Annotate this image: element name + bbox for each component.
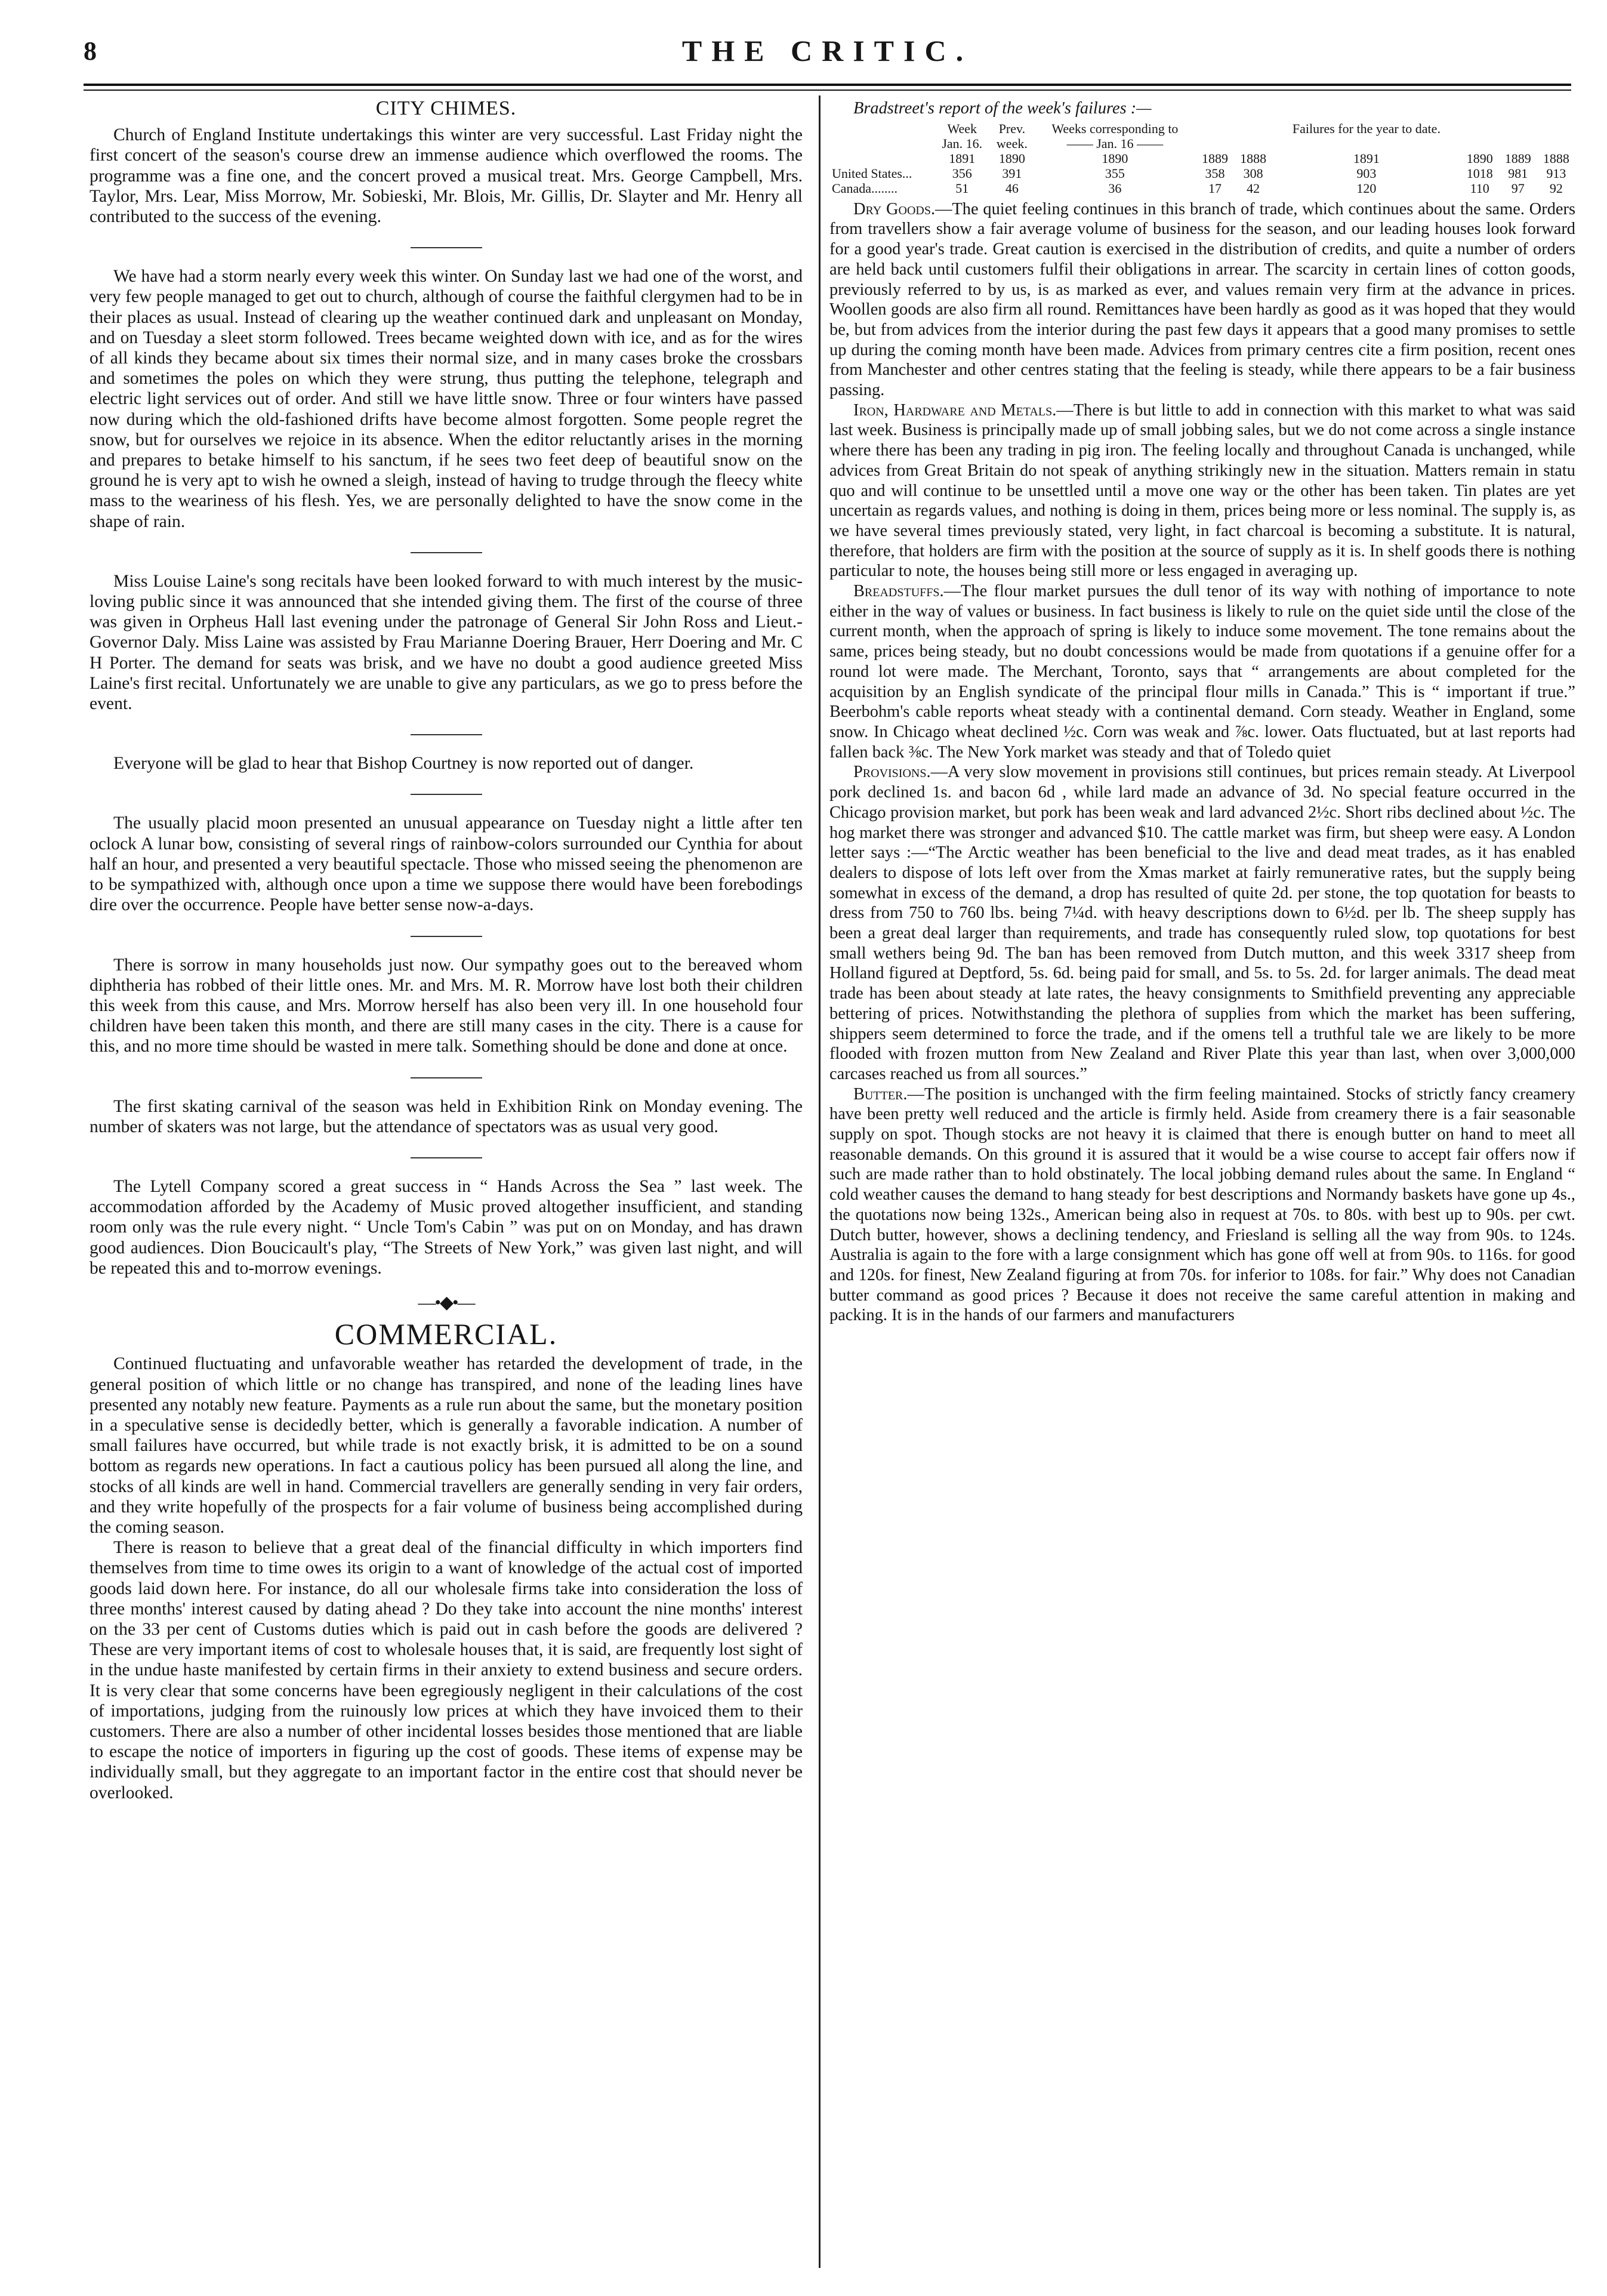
failures-cell: 46 bbox=[1005, 180, 1019, 196]
failures-cell bbox=[1499, 136, 1537, 151]
dry-goods-paragraph bbox=[829, 199, 1575, 400]
article-paragraph: There is sorrow in many households just now. Our sympathy goes out to the bereaved whom diphtheria has robbed of their little ones. Mr. and Mrs. M. R. Morrow have lost both their children this week from this cause, and Mrs. Morrow herself has also been very ill. In one household four children have been taken this month, and there are still many cases in the city. There is a cause for this, and no more time should be wasted in mere talk. Something should be done and done at once. bbox=[90, 955, 803, 1056]
failures-cell: 1018 bbox=[1466, 165, 1493, 181]
failures-cell: 110 bbox=[1470, 180, 1489, 196]
failures-cell: 355 bbox=[1105, 165, 1125, 181]
failures-cell: 356 bbox=[952, 165, 972, 181]
failures-cell: 17 bbox=[1208, 180, 1222, 196]
failures-cell bbox=[1537, 121, 1575, 136]
masthead-rule bbox=[84, 84, 1571, 86]
failures-cell bbox=[1461, 136, 1499, 151]
separator bbox=[411, 1077, 482, 1078]
article-paragraph: There is reason to believe that a great deal of the financial difficulty in which importers find themselves from time to time owes its origin to a want of knowledge of the actual cost of imported goods laid down here. For instance, do all our wholesale firms take into consideration the loss of three months' interest caused by dating ahead ? Do they take into account the nine months' interest on the 33 per cent of Customs duties which is paid out in cash before the goods are delivered ? These are very important items of cost to wholesale houses that, it is said, are frequently lost sight of in the undue haste manifested by certain firms in their anxiety to extend business and secure orders. It is very clear that some concerns have been egregiously negligent in their calculations of the cost of importations, judging from the ruinously low prices at which they have invoiced them to their customers. There are also a number of other incidental losses besides those mentioned that are liable to escape the notice of importers in figuring up the cost of goods. These items of expense may be individually small, but they aggregate to an important factor in the entire cost that should never be overlooked. bbox=[90, 1538, 803, 1802]
failures-cell bbox=[829, 151, 934, 166]
article-paragraph: Miss Louise Laine's song recitals have been looked forward to with much interest by the music-loving public since it was announced that she intended giving them. The first of the course of three was given in Orpheus Hall last evening under the patronage of General Sir John Ross and Lieut.-Governor Daly. Miss Laine was assisted by Frau Marianne Doering Brauer, Herr Doering and Mr. C H Porter. The demand for seats was brisk, and we have no doubt a good audience greeted Miss Laine's first recital. Unfortunately we are unable to give any particulars, as we go to press before the event. bbox=[90, 571, 803, 714]
failures-cell: Failures for the year to date. bbox=[1292, 121, 1441, 136]
failures-cell: 913 bbox=[1546, 165, 1566, 181]
failures-cell: 36 bbox=[1108, 180, 1122, 196]
failures-cell: 1889 bbox=[1504, 150, 1531, 166]
failures-cell: 1891 bbox=[1353, 150, 1380, 166]
breadstuffs-lead: Breadstuffs. bbox=[853, 582, 944, 601]
right-column bbox=[829, 98, 1575, 2277]
failures-cell: 903 bbox=[1356, 165, 1377, 181]
failures-cell bbox=[829, 121, 934, 136]
breadstuffs-text: —The flour market pursues the dull tenor of its way with nothing of importance to note either in the way of values or business. In fact business is likely to rule on the quiet side until the close of the current month, when the approach of spring is likely to induce some movement. The tone remains about the same, prices being steady, but no doubt concessions would be made from quotations if a genuine offer for a round lot were made. The Merchant, Toronto, says that “ arrangements are about completed for the acquisition by an English syndicate of the principal flour mills in Canada.” This is “ important if true.” Beerbohm's cable reports wheat steady with a continental demand. Corn steady. Weather in England, some snow. In Chicago wheat declined ½c. Corn was weak and ⅞c. lower. Oats fluctuated, but at last reports had fallen back ⅜c. The New York market was steady and that of Toledo quiet bbox=[829, 582, 1575, 762]
failures-cell: week. bbox=[996, 135, 1028, 151]
butter-lead: Butter. bbox=[853, 1084, 908, 1104]
page-number: 8 bbox=[84, 36, 97, 66]
separator bbox=[411, 734, 482, 735]
commercial-heading: COMMERCIAL. bbox=[334, 1317, 558, 1351]
failures-cell: 51 bbox=[955, 180, 969, 196]
separator bbox=[411, 247, 482, 248]
butter-paragraph bbox=[829, 1084, 1575, 1326]
failures-cell bbox=[1499, 121, 1537, 136]
failures-cell: 97 bbox=[1511, 180, 1525, 196]
article-paragraph: Continued fluctuating and unfavorable weather has retarded the development of trade, in the general position of which little or no change has transpired, and none of the leading lines have presented any notably new feature. Payments as a rule run about the same, but the monetary position in a speculative sense is decidedly better, which is generally a favorable indication. A number of small failures have occurred, but while trade is not exactly brisk, it is admitted to be on a sound bottom as regards new operations. In fact a cautious policy has been pursued all along the line, and stocks of all kinds are well in hand. Commercial travellers are generally sending in very fair orders, and they write hopefully of the prospects for a fair volume of business being accomplished during the coming season. bbox=[90, 1354, 803, 1537]
failures-cell: Prev. bbox=[998, 121, 1026, 136]
failures-cell: —— Jan. 16 —— bbox=[1066, 135, 1164, 151]
dry-goods-text: —The quiet feeling continues in this branch of trade, which continues about the same. Orders from travellers show a fair average volume of business for the season, and our leading houses look forward for a good year's trade. Great caution is exercised in the distribution of credits, and quite a number of orders are held back until customers fulfil their obligations in arrear. The scarcity in certain lines of cotton goods, previously referred to by us, is as marked as ever, and values remain very firm at the advance in prices. Woollen goods are also firm all round. Remittances have been hardly as good as it was hoped that they would be, but from advices from the interior during the past few days it appears that a good many promises to settle up during the coming month have been made. Advices from primary centres cite a firm position, recent ones from Manchester and other centres stating that the feeling is steady, while there appears to be a fair business passing. bbox=[829, 199, 1575, 400]
provisions-paragraph bbox=[829, 762, 1575, 1084]
left-column bbox=[90, 98, 803, 2271]
failures-cell: 1888 bbox=[1543, 150, 1569, 166]
failures-cell: 120 bbox=[1356, 180, 1377, 196]
iron-text: —There is but little to add in connection with this market to what was said last week. Business is principally made up of small jobbing sales, but we do not come across a single instance where there has been any trading in pig iron. The feeling locally and throughout Canada is unchanged, while advices from Great Britain do not speak of anything strikingly new in the situation. Matters remain in statu quo and will continue to be unsettled until a move one way or the other has been taken. Tin plates are yet uncertain as regards values, and nothing is doing in them, prices being more or less nominal. The supply is, as we have several times previously stated, very light, in fact charcoal is becoming a substitute. It is natural, therefore, that holders are firm with the position at the source of supply as it is. In shelf goods there is nothing particular to note, the houses being still more or less engaged in averaging up. bbox=[829, 400, 1575, 581]
failures-cell: United States... bbox=[832, 165, 912, 181]
failures-row bbox=[829, 136, 1575, 151]
breadstuffs-paragraph bbox=[829, 581, 1575, 762]
failures-cell: 1891 bbox=[949, 150, 976, 166]
dry-goods-lead: Dry Goods. bbox=[853, 199, 936, 218]
failures-cell: 1890 bbox=[1102, 150, 1128, 166]
iron-lead: Iron, Hardware and Metals. bbox=[853, 400, 1057, 420]
provisions-text: —A very slow movement in provisions still continues, but prices remain steady. At Liverpool pork declined 1s. and bacon 6d , while lard made an advance of 3d. No special feature occurred in the Chicago provision market, but pork has been weak and lard advanced 2½c. Short ribs declined about ½c. The hog market there was stronger and advanced $10. The cattle market was firm, but sheep were easy. A London letter says :—“The Arctic weather has been beneficial to the live and dead meat trades, as it has enabled dealers to dispose of lots left over from the Xmas market at fairly remunerative rates, but the supply being somewhat in excess of the demand, a drop has resulted of quite 2d. per stone, the top quotation for beasts to dress from 750 to 760 lbs. being 7¼d. with heavy descriptions down to 6½d. per lb. The sheep supply has been a great deal larger than requirements, and trade has consequently ruled slow, top quotations for best small wethers being 9d. The ban has been removed from Dutch mutton, and this week 3317 sheep from Holland figured at Deptford, 5s. 6d. being paid for small, and 5s. to 5s. 2d. for larger animals. The dead meat trade has been about steady at late rates, the heavy consignments to Smithfield preventing any appreciable bettering of prices. Notwithstanding the plethora of supplies from which the market has been suffering, shippers seem determined to force the trade, and if the omens tell a truthful tale we are likely to be more flooded with frozen mutton from New Zealand and River Plate this year than last, when over 3,000,000 carcases reached us from all sources.” bbox=[829, 763, 1575, 1083]
failures-cell bbox=[1234, 136, 1272, 151]
column-divider bbox=[819, 95, 821, 2268]
failures-row bbox=[829, 166, 1575, 181]
separator bbox=[411, 936, 482, 937]
journal-title: THE CRITIC. bbox=[681, 34, 973, 67]
article-paragraph: Church of England Institute undertakings this winter are very successful. Last Friday night the first concert of the season's course drew an immense audience which overflowed the rooms. The programme was a fine one, and the concert proved a musical treat. Mrs. George Campbell, Mrs. Taylor, Mrs. Lear, Miss Morrow, Mr. Sobieski, Mr. Blois, Mr. Gillis, Dr. Slayter and Mr. Henry all contributed to the success of the evening. bbox=[90, 125, 803, 227]
failures-cell: 308 bbox=[1243, 165, 1263, 181]
failures-intro: Bradstreet's report of the week's failures :— bbox=[853, 99, 1152, 118]
article-paragraph: Everyone will be glad to hear that Bishop Courtney is now reported out of danger. bbox=[113, 754, 694, 773]
failures-cell: 92 bbox=[1549, 180, 1563, 196]
failures-cell: 1890 bbox=[1466, 150, 1493, 166]
failures-cell: 981 bbox=[1508, 165, 1528, 181]
article-paragraph: We have had a storm nearly every week this winter. On Sunday last we had one of the worst, and very few people managed to get out to church, although of course the faithful clergymen had to be in their places as usual. Instead of clearing up the weather continued dark and unpleasant on Monday, and on Tuesday a sleet storm followed. Trees became weighted down with ice, and as for the wires of all kinds they became about six times their normal size, and in many cases broke the crossbars and sometimes the poles on which they were strung, thus putting the telephone, telegraph and electric light services out of order. And still we have little snow. Three or four winters have passed now during which the old-fashioned drifts have become almost forgotten. Some people regret the snow, but for ourselves we rejoice in its absence. When the editor reluctantly arises in the morning and prepares to betake himself to his sanctum, if he sees two feet deep of beautiful snow on the ground he is very apt to wish he owned a sleigh, instead of having to trudge through the fleecy white mass to the weariness of his flesh. Yes, we are personally delighted to have the snow come in the shape of rain. bbox=[90, 267, 803, 531]
failures-cell bbox=[1537, 136, 1575, 151]
article-paragraph: The usually placid moon presented an unusual appearance on Tuesday night a little after ten oclock A lunar bow, consisting of several rings of rainbow-colors surrounded our Cynthia for about half an hour, and presented a very beautiful spectacle. Those who missed seeing the phenomenon are to be sympathized with, although once upon a time we suppose there would have been forebodings dire over the occurrence. People have better sense now-a-days. bbox=[90, 813, 803, 915]
failures-cell: 1888 bbox=[1240, 150, 1267, 166]
failures-cell: 391 bbox=[1002, 165, 1022, 181]
article-paragraph: The first skating carnival of the season was held in Exhibition Rink on Monday evening. The number of skaters was not large, but the attendance of spectators was as usual very good. bbox=[90, 1096, 803, 1136]
article-paragraph: The Lytell Company scored a great success in “ Hands Across the Sea ” last week. The accommodation afforded by the Academy of Music proved altogether insufficient, and standing room only was the rule every night. “ Uncle Tom's Cabin ” was put on on Monday, and has drawn good audiences. Dion Boucicault's play, “The Streets of New York,” was given last night, and will be repeated this and to-morrow evenings. bbox=[90, 1176, 803, 1278]
separator bbox=[411, 552, 482, 553]
ornament-divider: —•◆•— bbox=[418, 1292, 474, 1312]
separator bbox=[411, 1157, 482, 1158]
failures-cell: 1889 bbox=[1202, 150, 1229, 166]
failures-cell: 1890 bbox=[998, 150, 1025, 166]
failures-cell: 358 bbox=[1205, 165, 1225, 181]
failures-cell bbox=[1196, 136, 1234, 151]
butter-text: —The position is unchanged with the firm feeling maintained. Stocks of strictly fancy creamery have been pretty well reduced and the article is firmly held. Aside from creamery there is a fair seasonable supply on spot. Though stocks are not heavy it is claimed that there is enough butter on hand to meet all reasonable demands. On this ground it is assured that it would be a wise course to accept fair offers now if such are made rather than to hold obstinately. The local jobbing demand rules about the same. In England “ cold weather causes the demand to hang steady for best descriptions and Normandy baskets have gone up 4s., the quotations now being 132s., American being also in request at 70s. to 80s. with best up to 90s. per cwt. Dutch butter, however, shows a declining tendency, and Friesland is selling all the way from 90s. to 124s. Australia is again to the fore with a large consignment which has gone off well at from 90s. to 116s. for good and 120s. for finest, New Zealand figuring at from 70s. for inferior to 108s. for fair.” Why does not Canadian butter command as good prices ? Because it does not receive the same careful attention in making and packing. It is in the hands of our farmers and manufacturers bbox=[829, 1084, 1575, 1325]
failures-cell bbox=[1272, 136, 1461, 151]
failures-cell: Jan. 16. bbox=[942, 135, 983, 151]
failures-cell: 42 bbox=[1247, 180, 1260, 196]
provisions-lead: Provisions. bbox=[853, 763, 931, 782]
failures-cell bbox=[829, 136, 934, 151]
failures-row bbox=[829, 181, 1575, 196]
masthead bbox=[84, 36, 1571, 72]
city-chimes-heading: CITY CHIMES. bbox=[375, 98, 517, 119]
failures-cell bbox=[1461, 121, 1499, 136]
failures-cell bbox=[1196, 121, 1234, 136]
separator bbox=[411, 794, 482, 795]
failures-cell: Weeks corresponding to bbox=[1051, 121, 1179, 136]
iron-paragraph bbox=[829, 400, 1575, 581]
failures-row bbox=[829, 121, 1575, 136]
failures-table bbox=[829, 121, 1575, 196]
failures-cell: Canada........ bbox=[832, 180, 897, 196]
failures-cell: Week bbox=[947, 121, 977, 136]
failures-row bbox=[829, 151, 1575, 166]
masthead-rule-thin bbox=[84, 90, 1571, 91]
failures-cell bbox=[1234, 121, 1272, 136]
